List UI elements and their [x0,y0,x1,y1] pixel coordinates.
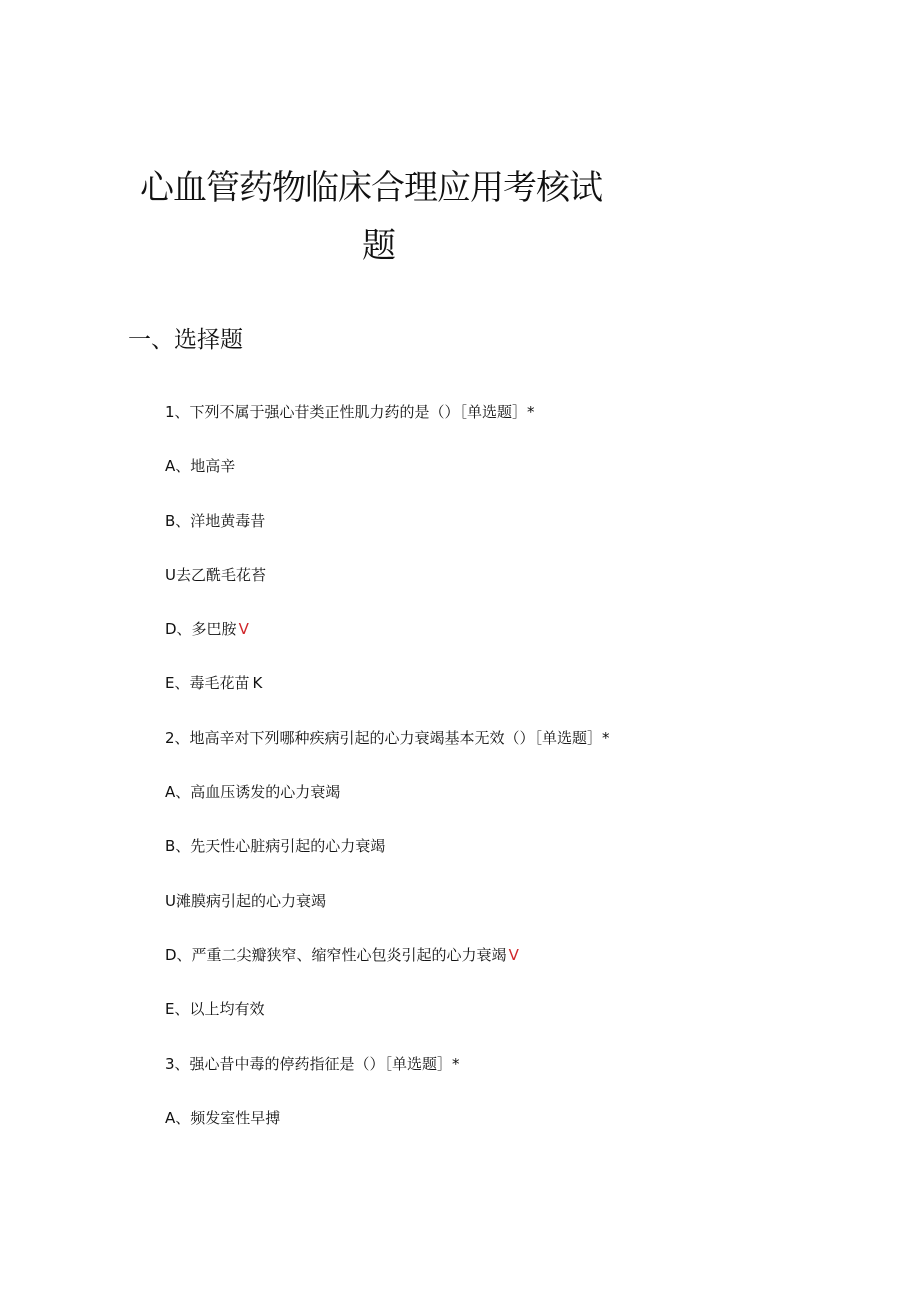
answer-option[interactable] [165,942,865,996]
option-trailing-mark: K [252,674,263,693]
option-label: D、多巴胺 [165,620,237,639]
document-title: 心血管药物临床合理应用考核试 [140,168,602,208]
option-label: U滩膜病引起的心力衰竭 [165,891,326,910]
answer-option[interactable] [165,670,865,724]
option-label: A、地高辛 [165,457,236,476]
document-title-continuation: 题 [362,226,396,266]
answer-option[interactable] [165,508,865,562]
question-stem: 2、地高辛对下列哪种疾病引起的心力衰竭基本无效（）［单选题］* [165,728,610,747]
option-label: E、毒毛花苗 [165,674,250,693]
option-label: B、先天性心脏病引起的心力衰竭 [165,837,386,856]
option-label: B、洋地黄毒昔 [165,511,266,530]
option-label: A、高血压诱发的心力衰竭 [165,783,341,802]
section-heading: 一、选择题 [128,327,243,353]
answer-option[interactable] [165,888,865,942]
option-label: A、频发室性早搏 [165,1108,281,1127]
answer-option[interactable] [165,1105,865,1159]
question-stem: 1、下列不属于强心苷类正性肌力药的是（）［单选题］* [165,403,535,421]
answer-option[interactable] [165,616,865,670]
answer-option[interactable] [165,996,865,1050]
option-label: E、以上均有效 [165,1000,265,1019]
correct-answer-mark: V [238,620,249,639]
option-label: U去乙酰毛花苔 [165,565,266,584]
answer-option[interactable] [165,562,865,616]
answer-option[interactable] [165,779,865,833]
answer-option[interactable] [165,833,865,887]
option-label: D、严重二尖瓣狭窄、缩窄性心包炎引起的心力衰竭 [165,945,507,964]
answer-option[interactable] [165,453,865,507]
question-list [165,399,865,1159]
correct-answer-mark: V [508,945,519,964]
question-stem: 3、强心昔中毒的停药指征是（）［单选题］* [165,1054,460,1073]
